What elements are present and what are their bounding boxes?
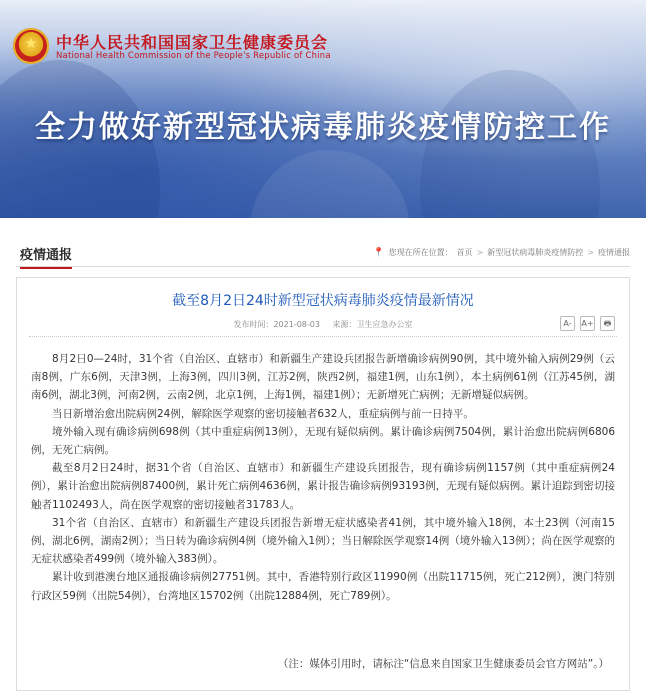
paragraph: 当日新增治愈出院病例24例，解除医学观察的密切接触者632人，重症病例与前一日持平。	[52, 407, 474, 420]
national-emblem-icon[interactable]	[13, 28, 49, 64]
location-pin-icon: 📍	[373, 247, 385, 258]
article-tools	[560, 316, 615, 331]
article-body	[31, 350, 615, 605]
breadcrumb	[373, 247, 630, 258]
article-title: 截至8月2日24时新型冠状病毒肺炎疫情最新情况	[172, 293, 474, 309]
paragraph: 境外输入现有确诊病例698例（其中重症病例13例），无现有疑似病例。累计确诊病例7504例，累计治愈出院病例6806例，无死亡病例。	[31, 425, 615, 457]
publish-date: 发布时间：2021-08-03	[233, 320, 320, 329]
section-title[interactable]: 疫情通报	[20, 244, 72, 269]
campaign-slogan: 全力做好新型冠状病毒肺炎疫情防控工作	[35, 110, 611, 145]
divider	[29, 336, 617, 337]
article-panel	[16, 277, 630, 691]
citation-note: （注：媒体引用时，请标注“信息来自国家卫生健康委员会官方网站”。）	[277, 658, 609, 670]
paragraph: 8月2日0—24时，31个省（自治区、直辖市）和新疆生产建设兵团报告新增确诊病例90例，其中境外输入病例29例（云南8例，广东6例，天津3例，上海3例，四川3例，江苏2例，陕西2例，福建1例，山东1例），本土病例61例（江苏45例，湖南6例，湖北3例，河南2例，云南2例，北京1例，上海1例，福建1例）；无新增死亡病例；无新增疑似病例。	[31, 353, 615, 402]
font-increase-button[interactable]: A+	[580, 316, 595, 331]
font-decrease-button[interactable]: A-	[560, 316, 575, 331]
org-name-en: National Health Commission of the People's Republic of China	[56, 51, 331, 61]
paragraph: 31个省（自治区、直辖市）和新疆生产建设兵团报告新增无症状感染者41例，其中境外输入18例，本土23例（河南15例，湖北6例，湖南2例）；当日转为确诊病例4例（境外输入1例）；当日解除医学观察14例（境外输入13例）；尚在医学观察的无症状感染者499例（境外输入383例）。	[31, 516, 615, 566]
breadcrumb-topic[interactable]: 新型冠状病毒肺炎疫情防控	[487, 248, 584, 257]
breadcrumb-separator: >	[587, 248, 594, 257]
breadcrumb-current[interactable]: 疫情通报	[598, 248, 630, 257]
breadcrumb-separator: >	[476, 248, 484, 257]
print-icon[interactable]: 🖶	[600, 316, 615, 331]
article-meta	[17, 319, 629, 330]
article-source: 来源：卫生应急办公室	[332, 320, 413, 329]
org-name-cn[interactable]: 中华人民共和国国家卫生健康委员会	[56, 33, 329, 52]
breadcrumb-prefix: 您现在所在位置：	[388, 248, 453, 257]
section-nav-bar	[16, 244, 630, 267]
breadcrumb-home[interactable]: 首页	[456, 248, 473, 257]
paragraph: 截至8月2日24时，据31个省（自治区、直辖市）和新疆生产建设兵团报告，现有确诊病例1157例（其中重症病例24例），累计治愈出院病例87400例，累计死亡病例4636例，累计报告确诊病例93193例，无现有疑似病例。累计追踪到密切接触者1102493人，尚在医学观察的密切接触者31783人。	[31, 462, 615, 511]
header-banner	[0, 0, 646, 218]
paragraph: 累计收到港澳台地区通报确诊病例27751例。其中，香港特别行政区11990例（出院11715例，死亡212例），澳门特别行政区59例（出院54例），台湾地区15702例（出院12884例，死亡789例）。	[31, 571, 615, 602]
